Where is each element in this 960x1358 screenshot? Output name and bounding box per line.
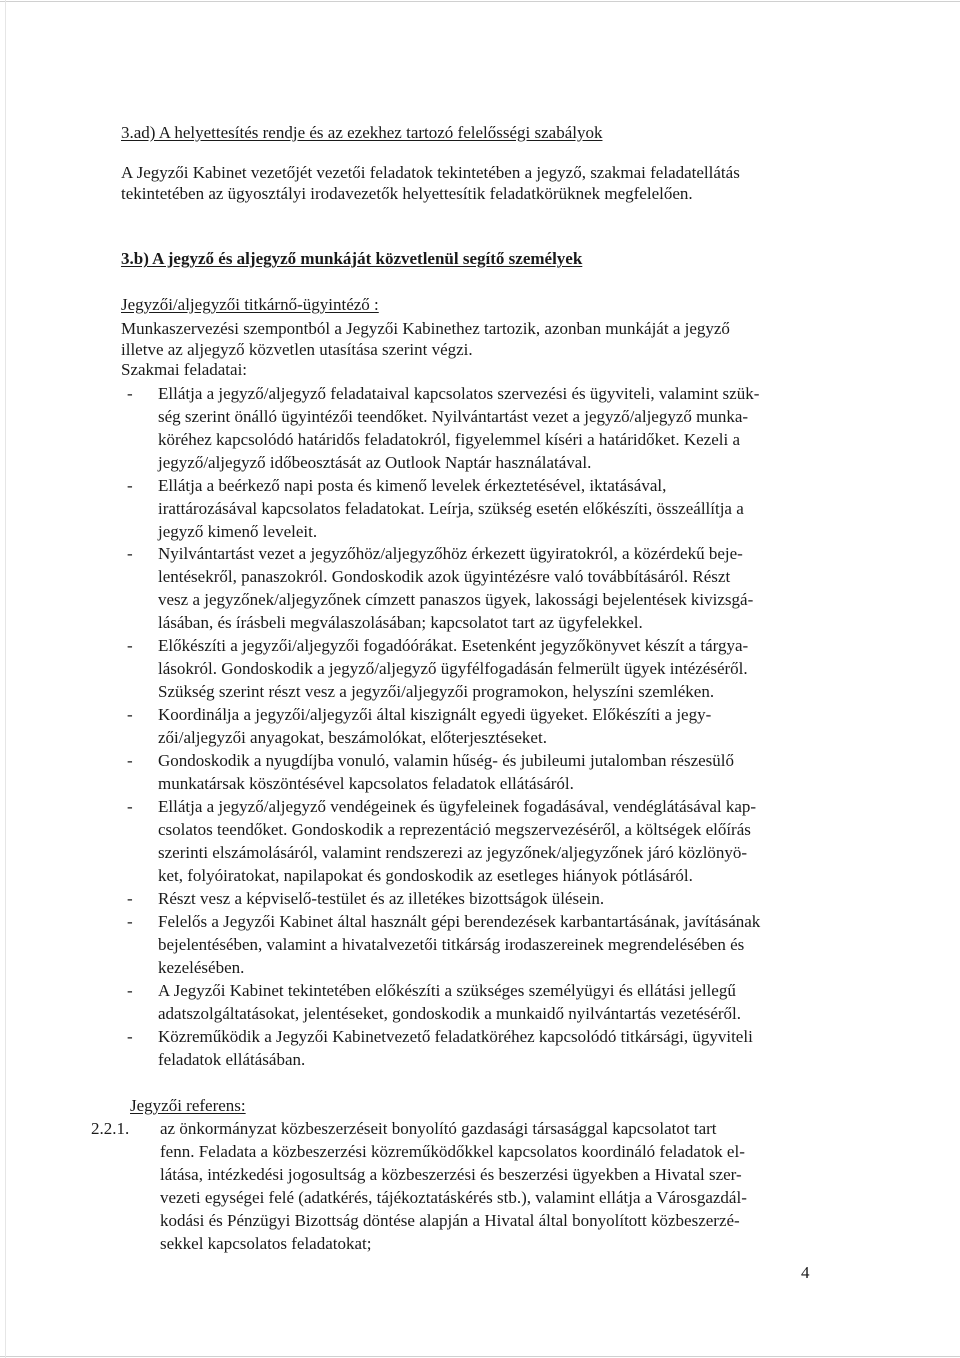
bullet-dash: - — [127, 384, 133, 403]
list-item-line: Szükség szerint részt vesz a jegyzői/aljegyzői programokon, helyszíni szemléken. — [158, 682, 715, 701]
list-item-line: lásában, és írásbeli megválaszolásában; kapcsolatot tart az ügyfelekkel. — [158, 613, 643, 632]
referens-line: az önkormányzat közbeszerzéseit bonyolító gazdasági társasággal kapcsolatot tart — [160, 1119, 717, 1138]
list-item-line: munkatársak köszöntésével kapcsolatos feladatok ellátásáról. — [158, 774, 574, 793]
bullet-dash: - — [127, 705, 133, 724]
list-item-line: kezelésében. — [158, 958, 245, 977]
scan-edge-bottom — [0, 1356, 960, 1357]
titkarno-line: Munkaszervezési szempontból a Jegyzői Kabinethez tartozik, azonban munkáját a jegyző — [121, 319, 730, 338]
list-item-line: Ellátja a jegyző/aljegyző vendégeinek és ügyfeleinek fogadásával, vendéglátásával kap- — [158, 797, 757, 816]
referens-line: vezeti egységei felé (adatkérés, tájékoztatáskérés stb.), valamint ellátja a Városgazdál- — [160, 1188, 747, 1207]
scan-edge-top — [0, 1, 960, 2]
bullet-dash: - — [127, 912, 133, 931]
list-item-line: jegyző/aljegyző időbeosztását az Outlook Naptár használatával. — [158, 453, 592, 472]
list-item-line: szerinti elszámolásáról, valamint rendszerezi az jegyzőnek/aljegyzőnek járó közlönyö- — [158, 843, 748, 862]
scan-edge-left — [5, 0, 6, 1358]
bullet-dash: - — [127, 476, 133, 495]
titkarno-title: Jegyzői/aljegyzői titkárnő-ügyintéző : — [121, 295, 379, 314]
section-a-heading: 3.ad) A helyettesítés rendje és az ezekhez tartozó felelősségi szabályok — [121, 123, 603, 142]
bullet-dash: - — [127, 981, 133, 1000]
section-a-line: A Jegyzői Kabinet vezetőjét vezetői feladatok tekintetében a jegyző, szakmai feladatellátás — [121, 163, 740, 182]
section-b-heading: 3.b) A jegyző és aljegyző munkáját közvetlenül segítő személyek — [121, 249, 583, 268]
list-item-line: Gondoskodik a nyugdíjba vonuló, valamin hűség- és jubileumi jutalomban részesülő — [158, 751, 735, 770]
list-item-line: Nyilvántartást vezet a jegyzőhöz/aljegyzőhöz érkezett ügyiratokról, a közérdekű beje- — [158, 544, 743, 563]
list-item-line: ket, folyóiratokat, napilapokat és gondoskodik az esetleges hiányok pótlásáról. — [158, 866, 693, 885]
referens-title: Jegyzői referens: — [130, 1096, 246, 1115]
list-item-line: Előkészíti a jegyzői/aljegyzői fogadóórákat. Esetenként jegyzőkönyvet készít a tárgya- — [158, 636, 749, 655]
list-item-line: lentésekről, panaszokról. Gondoskodik azok ügyintézésre való továbbításáról. Részt — [158, 567, 731, 586]
list-item-line: lásokról. Gondoskodik a jegyző/aljegyző ügyfélfogadásán felmerült ügyek intézéséről. — [158, 659, 748, 678]
bullet-dash: - — [127, 544, 133, 563]
list-item-line: feladatok ellátásában. — [158, 1050, 306, 1069]
section-a-line: tekintetében az ügyosztályi irodavezetők helyettesítik feladatkörüknek megfelelően. — [121, 184, 693, 203]
referens-line: kodási és Pénzügyi Bizottság döntése alapján a Hivatal által bonyolított közbeszerzé- — [160, 1211, 740, 1230]
titkarno-line: Szakmai feladatai: — [121, 360, 248, 379]
list-item-line: Ellátja a jegyző/aljegyző feladataival kapcsolatos szervezési és ügyviteli, valamint szük- — [158, 384, 760, 403]
list-item-line: adatszolgáltatásokat, jelentéseket, gondoskodik a munkaidő nyilvántartás vezetéséről. — [158, 1004, 742, 1023]
list-item-line: A Jegyzői Kabinet tekintetében előkészíti a szükséges személyügyi és ellátási jellegű — [158, 981, 736, 1000]
list-item-line: Koordinálja a jegyzői/aljegyzői által kiszignált egyedi ügyeket. Előkészíti a jegy- — [158, 705, 712, 724]
list-item-line: vesz a jegyzőnek/aljegyzőnek címzett panaszos ügyek, lakossági bejelentések kivizsgá- — [158, 590, 754, 609]
list-item-line: bejelentésében, valamint a hivatalvezetői titkárság irodaszereinek megrendelésében és — [158, 935, 745, 954]
list-item-line: Részt vesz a képviselő-testület és az illetékes bizottságok ülésein. — [158, 889, 605, 908]
list-item-line: Felelős a Jegyzői Kabinet által használt gépi berendezések karbantartásának, javításának — [158, 912, 761, 931]
titkarno-line: illetve az aljegyző közvetlen utasítása szerint végzi. — [121, 340, 473, 359]
list-item-line: zői/aljegyzői anyagokat, beszámolókat, előterjesztéseket. — [158, 728, 547, 747]
bullet-dash: - — [127, 797, 133, 816]
page-number: 4 — [801, 1263, 810, 1282]
bullet-dash: - — [127, 751, 133, 770]
referens-line: fenn. Feladata a közbeszerzési közreműködőkkel kapcsolatos koordináló feladatok el- — [160, 1142, 745, 1161]
list-item-line: Ellátja a beérkező napi posta és kimenő levelek érkeztetésével, iktatásával, — [158, 476, 667, 495]
referens-line: látása, intézkedési jogosultság a közbeszerzési és beszerzési ügyekben a Hivatal szer- — [160, 1165, 742, 1184]
bullet-dash: - — [127, 636, 133, 655]
list-item-line: csolatos teendőket. Gondoskodik a reprezentáció megszervezéséről, a költségek előírás — [158, 820, 751, 839]
referens-line: sekkel kapcsolatos feladatokat; — [160, 1234, 372, 1253]
bullet-dash: - — [127, 889, 133, 908]
list-item-line: Közreműködik a Jegyzői Kabinetvezető feladatköréhez kapcsolódó titkársági, ügyviteli — [158, 1027, 753, 1046]
list-item-line: jegyző kimenő leveleit. — [158, 522, 318, 541]
bullet-dash: - — [127, 1027, 133, 1046]
list-item-line: irattározásával kapcsolatos feladatokat. Leírja, szükség esetén előkészíti, összeállítja a — [158, 499, 744, 518]
list-item-line: ség szerint önálló ügyintézői teendőket. Nyilvántartást vezet a jegyző/aljegyző munka- — [158, 407, 749, 426]
list-item-line: köréhez kapcsolódó határidős feladatokról, figyelemmel kíséri a határidőket. Kezeli a — [158, 430, 741, 449]
referens-number: 2.2.1. — [91, 1119, 130, 1138]
